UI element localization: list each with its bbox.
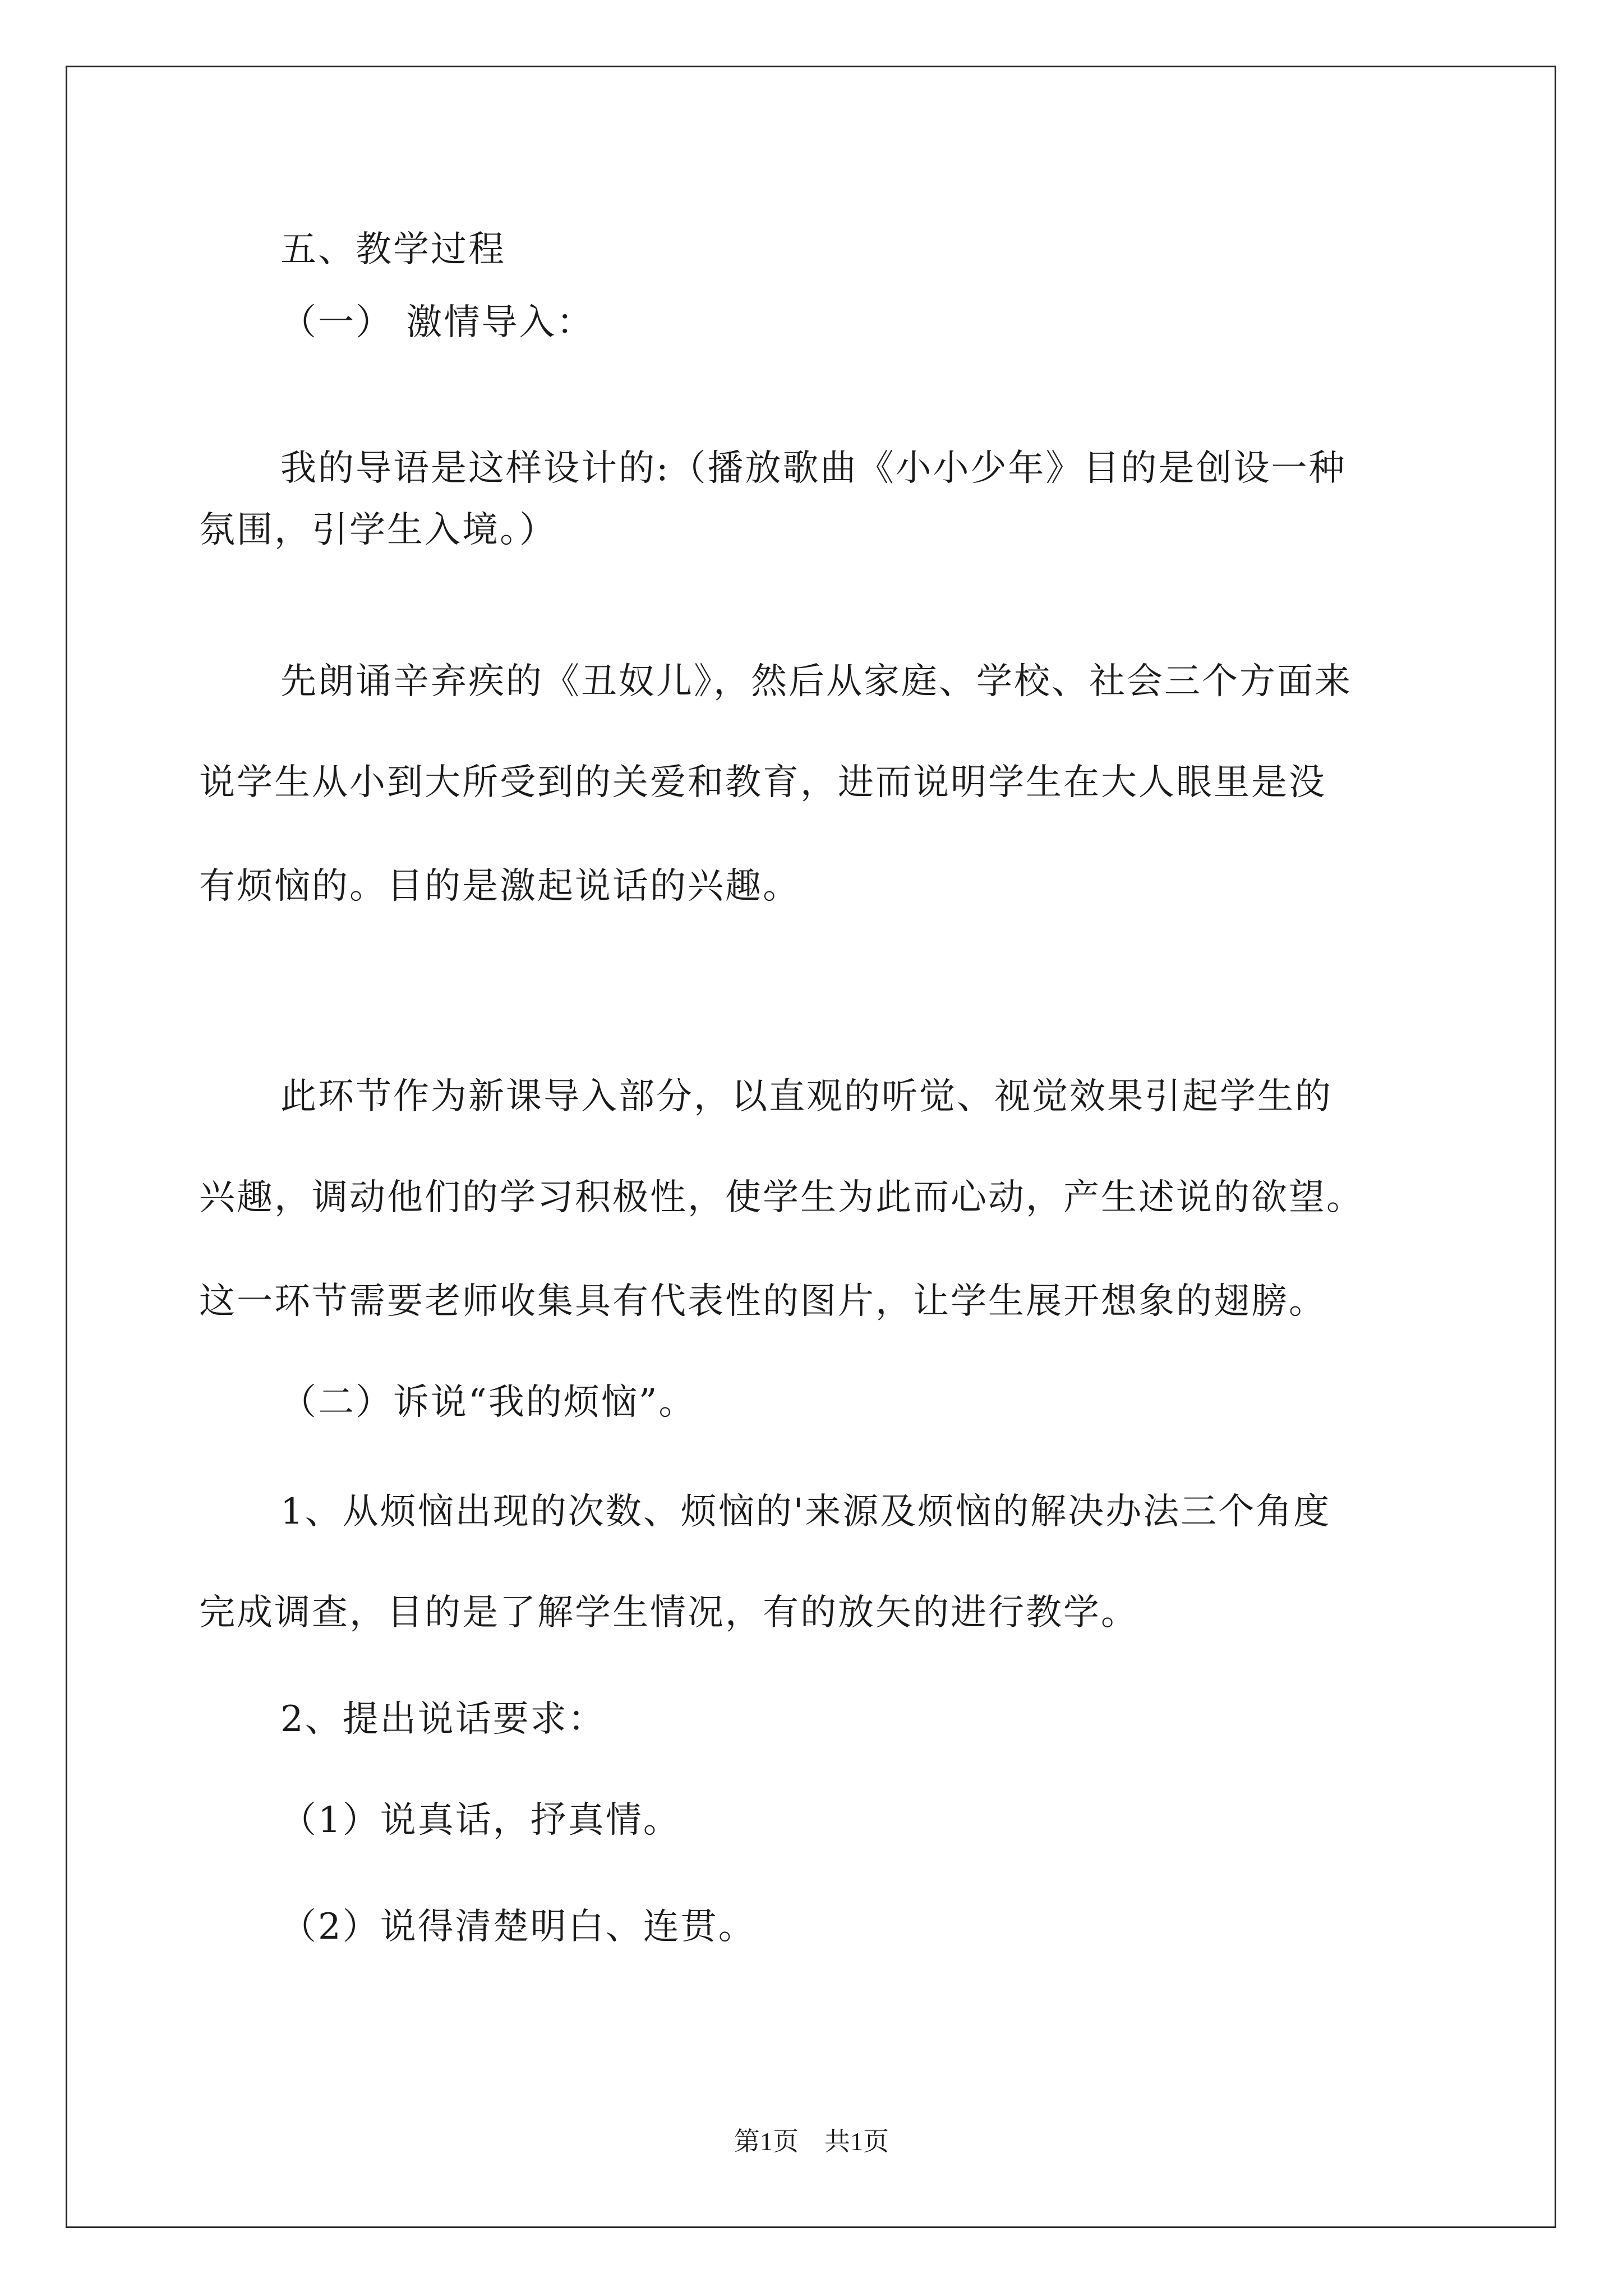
paragraph-line: 1、从烦恼出现的次数、烦恼的'来源及烦恼的解决办法三个角度 [280,1491,1331,1533]
paragraph-line: 我的导语是这样设计的:（播放歌曲《小小少年》目的是创设一种 [280,448,1347,489]
paragraph-line: 有烦恼的。目的是激起说话的兴趣。 [199,866,800,907]
list-item: （1）说真话，抒真情。 [280,1800,681,1841]
page-border [66,66,1556,2228]
page-number: 第1页 共1页 [734,2127,889,2156]
paragraph-line: 氛围，引学生入境。） [199,509,557,551]
paragraph-line: 兴趣，调动他们的学习积极性，使学生为此而心动，产生述说的欲望。 [199,1177,1364,1218]
paragraph-line: 先朗诵辛弃疾的《丑奴儿》，然后从家庭、学校、社会三个方面来 [280,661,1352,702]
subsection-heading: （二）诉说“我的烦恼”。 [280,1382,697,1423]
paragraph-line: 此环节作为新课导入部分，以直观的听觉、视觉效果引起学生的 [280,1076,1332,1117]
section-heading: 五、教学过程 [280,229,506,270]
subsection-heading: （一） 激情导入： [280,302,594,343]
paragraph-line: 完成调查，目的是了解学生情况，有的放矢的进行教学。 [199,1592,1138,1634]
list-item: （2）说得清楚明白、连贯。 [280,1906,756,1948]
paragraph-line: 这一环节需要老师收集具有代表性的图片，让学生展开想象的翅膀。 [199,1281,1326,1322]
paragraph-line: 2、提出说话要求： [280,1699,606,1740]
paragraph-line: 说学生从小到大所受到的关爱和教育，进而说明学生在大人眼里是没 [199,762,1326,803]
